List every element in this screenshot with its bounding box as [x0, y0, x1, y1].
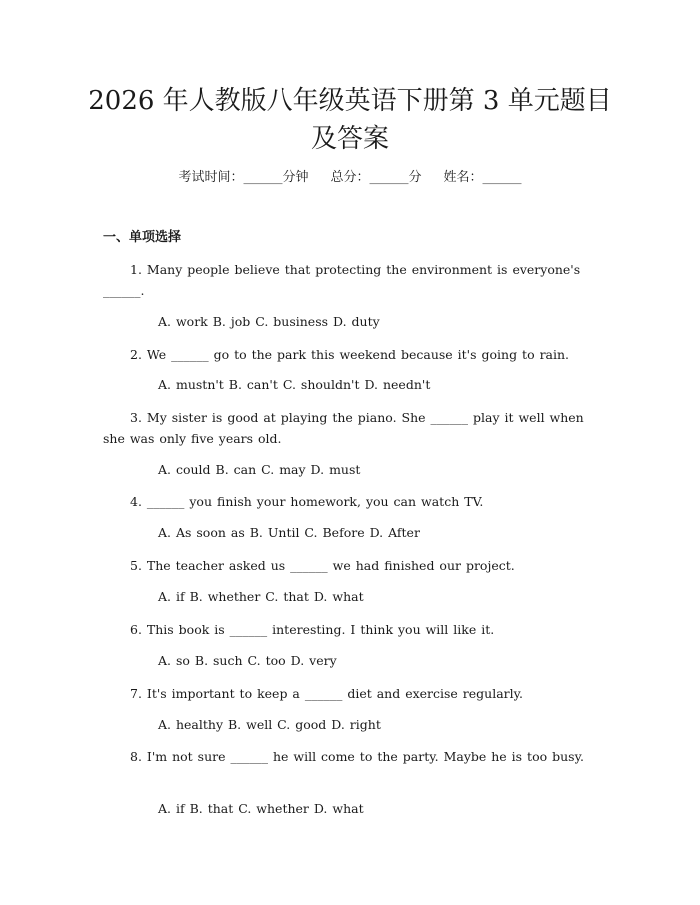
exam-time-field: 考试时间：______分钟 — [178, 170, 309, 185]
question-7: 7. It's important to keep a ______ diet and exercise regularly. — [130, 686, 524, 701]
question-1: 1. Many people believe that protecting the environment is everyone's ______. — [103, 262, 581, 298]
total-score-field: 总分：______分 — [330, 170, 422, 185]
question-6: 6. This book is ______ interesting. I think you will like it. — [130, 622, 495, 637]
question-7-options: A. healthy B. well C. good D. right — [158, 717, 381, 732]
question-5-options: A. if B. whether C. that D. what — [158, 589, 364, 604]
question-3: 3. My sister is good at playing the piano. She ______ play it well when she was only five years old. — [103, 410, 584, 446]
section-heading-single-choice: 一、单项选择 — [103, 230, 182, 245]
document-title — [70, 82, 630, 158]
title-line-2: 及答案 — [310, 124, 389, 154]
question-2-options: A. mustn't B. can't C. shouldn't D. needn't — [158, 377, 431, 392]
question-2: 2. We ______ go to the park this weekend because it's going to rain. — [130, 347, 570, 362]
question-3-options: A. could B. can C. may D. must — [158, 462, 361, 477]
student-name-field: 姓名：______ — [443, 170, 522, 185]
question-6-options: A. so B. such C. too D. very — [158, 653, 337, 668]
question-4: 4. ______ you finish your homework, you can watch TV. — [130, 494, 484, 509]
question-4-options: A. As soon as B. Until C. Before D. After — [158, 525, 420, 540]
question-1-options: A. work B. job C. business D. duty — [158, 314, 380, 329]
question-8-options: A. if B. that C. whether D. what — [158, 801, 364, 816]
exam-info-line — [0, 168, 700, 188]
question-5: 5. The teacher asked us ______ we had finished our project. — [130, 558, 515, 573]
question-8: 8. I'm not sure ______ he will come to the party. Maybe he is too busy. — [130, 749, 584, 764]
title-line-1: 2026 年人教版八年级英语下册第 3 单元题目 — [88, 86, 612, 116]
